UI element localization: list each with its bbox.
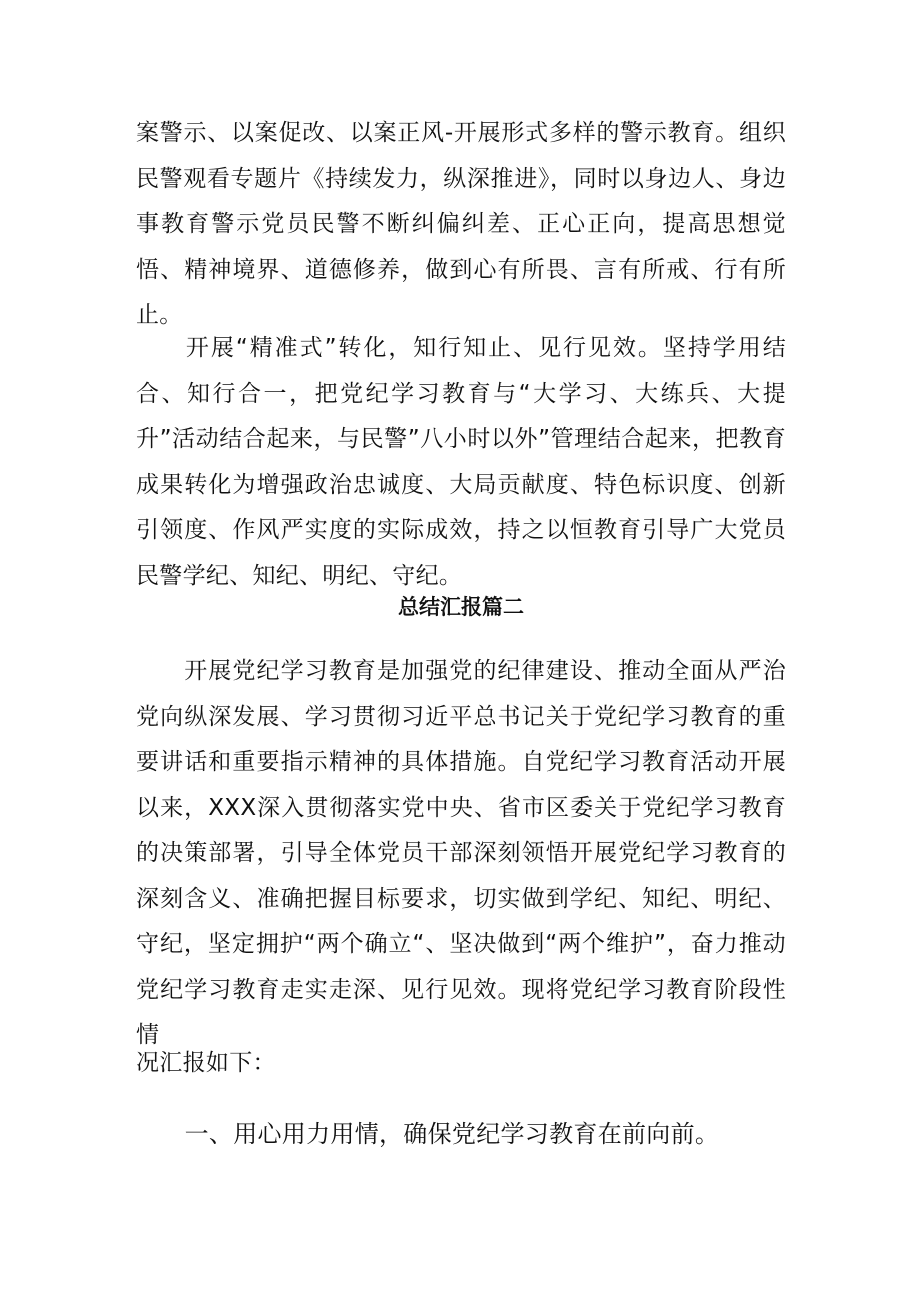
body-paragraph-warning-education: 案警示、以案促改、以案正风-开展形式多样的警示教育。组织民警观看专题片《持续发力，纵深推进》，同时以身边人、身边事教育警示党员民警不断纠偏纠差、正心正向，提高思想觉悟、精神境界、道德修养，做到心有所畏、言有所戒、行有所止。 <box>136 120 786 328</box>
body-paragraph-precise-transformation: 开展“精准式”转化，知行知止、见行见效。坚持学用结合、知行合一，把党纪学习教育与“大学习、大练兵、大提升”活动结合起来，与民警”八小时以外”管理结合起来，把教育成果转化为增强政治忠诚度、大局贡献度、特色标识度、创新引领度、作风严实度的实际成效，持之以恒教育引导广大党员民警学纪、知纪、明纪、守纪。 <box>136 335 786 589</box>
subsection-heading-one: 一、用心用力用情，确保党纪学习教育在前向前。 <box>136 1120 720 1148</box>
body-paragraph-continuation: 况汇报如下： <box>136 1050 276 1076</box>
section-heading: 总结汇报篇二 <box>398 595 524 619</box>
body-paragraph-introduction: 开展党纪学习教育是加强党的纪律建设、推动全面从严治党向纵深发展、学习贯彻习近平总书记关于党纪学习教育的重要讲话和重要指示精神的具体措施。自党纪学习教育活动开展以来，XXX深入贯彻落实党中央、省市区委关于党纪学习教育的决策部署，引导全体党员干部深刻领悟开展党纪学习教育的深刻含义、准确把握目标要求，切实做到学纪、知纪、明纪、守纪，坚定拥护“两个确立“、坚决做到“两个维护”，奋力推动党纪学习教育走实走深、见行见效。现将党纪学习教育阶段性情 <box>136 658 786 1048</box>
